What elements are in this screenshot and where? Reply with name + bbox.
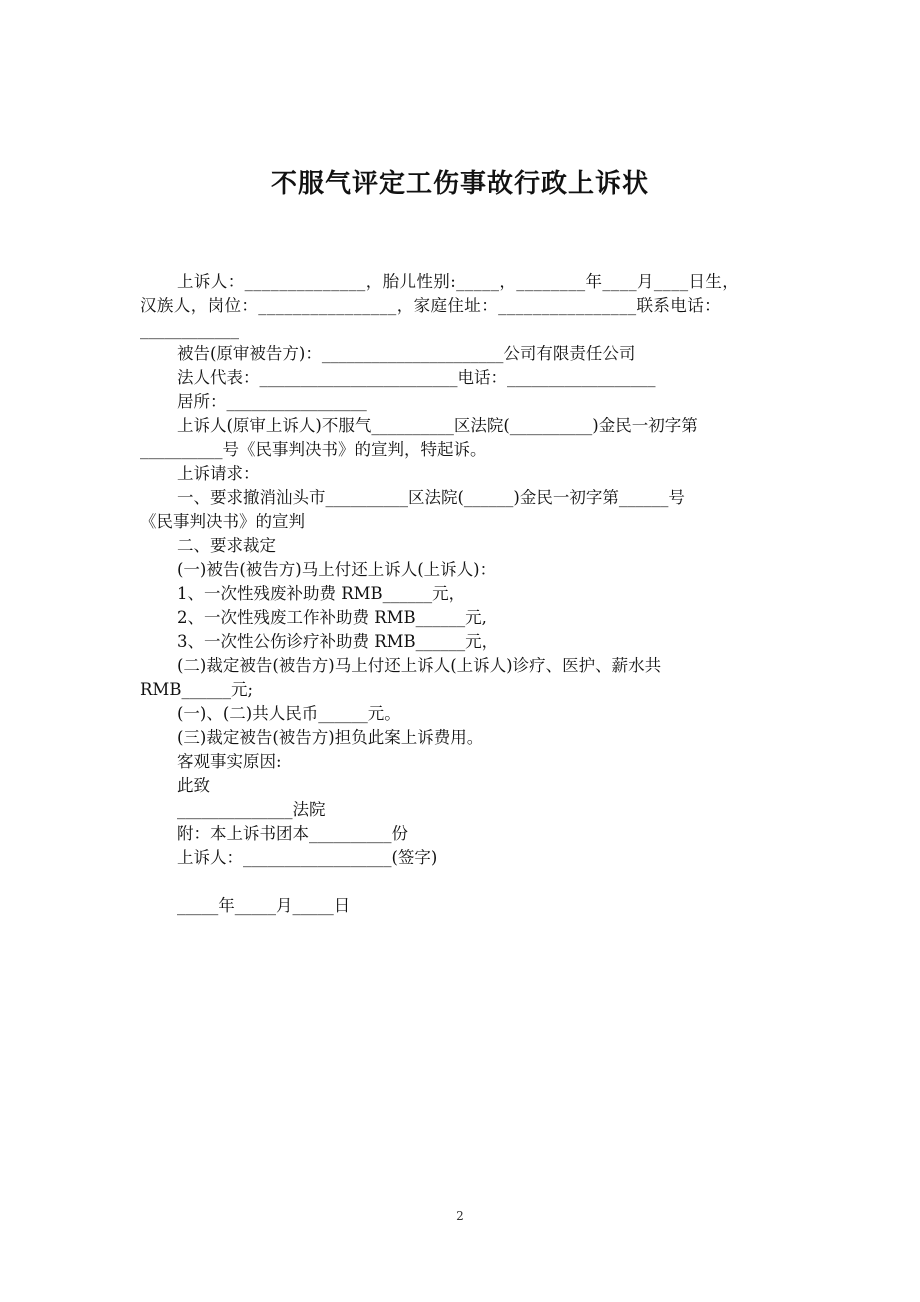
page-number: 2 xyxy=(456,1209,464,1223)
request-two-line: 二、要求裁定 xyxy=(177,536,276,555)
attachment-line: 附：本上诉书团本__________份 xyxy=(177,824,408,843)
appellant-line-cont: 汉族人，岗位：________________，家庭住址：________________联系电话： xyxy=(140,296,721,315)
signature-line: 上诉人：__________________(签字) xyxy=(177,848,438,867)
residence-line: 居所：_________________ xyxy=(177,392,367,411)
request-one-line: 一、要求撤消汕头市__________区法院(______)金民一初字第______号 xyxy=(177,488,685,507)
request-two-c: (三)裁定被告(被告方)担负此案上诉费用。 xyxy=(177,728,484,747)
legal-rep-line: 法人代表：________________________电话：__________________ xyxy=(177,368,656,387)
appellant-line: 上诉人：______________，胎儿性别:_____，________年____月____日生， xyxy=(177,272,740,291)
salutation: 此致 xyxy=(177,776,210,795)
request-two-b: (二)裁定被告(被告方)马上付还上诉人(上诉人)诊疗、医护、薪水共 xyxy=(177,656,662,675)
facts-heading: 客观事实原因: xyxy=(177,752,282,771)
date-line: _____年_____月_____日 xyxy=(177,896,351,915)
defendant-line: 被告(原审被告方)：______________________公司有限责任公司 xyxy=(177,344,636,363)
total-line: (一)、(二)共人民币______元。 xyxy=(177,704,401,723)
page-title: 不服气评定工伤事故行政上诉状 xyxy=(270,169,649,199)
request-two-b-cont: RMB______元; xyxy=(140,680,254,699)
item-2: 2、一次性残废工作补助费 RMB______元, xyxy=(177,608,487,627)
appeal-statement-line: 上诉人(原审上诉人)不服气__________区法院(__________)金民一初字第 xyxy=(177,416,698,435)
appeal-request-heading: 上诉请求： xyxy=(177,464,260,483)
appeal-statement-cont: __________号《民事判决书》的宣判，特起诉。 xyxy=(140,440,487,459)
item-1: 1、一次性残废补助费 RMB______元， xyxy=(177,584,466,603)
request-one-cont: 《民事判决书》的宣判 xyxy=(140,512,305,531)
court-line: ______________法院 xyxy=(177,800,326,819)
request-two-a: (一)被告(被告方)马上付还上诉人(上诉人)： xyxy=(177,560,497,579)
appellant-phone-blank: ____________ xyxy=(140,320,239,339)
item-3: 3、一次性公伤诊疗补助费 RMB______元， xyxy=(177,632,499,651)
